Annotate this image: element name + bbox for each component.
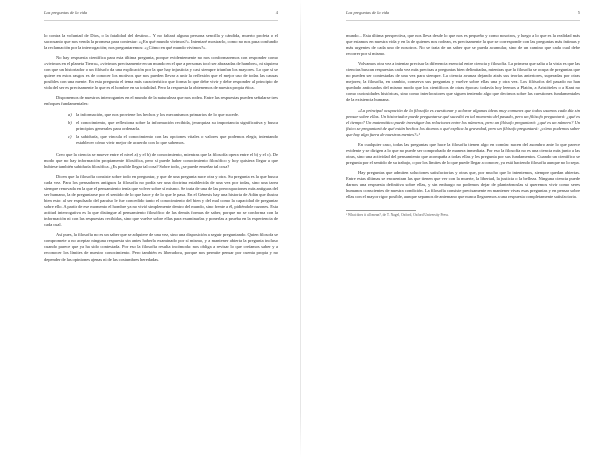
list-item: [68, 134, 278, 146]
running-head-title: Las preguntas de la vida: [346, 10, 390, 15]
body-paragraph: No hay respuesta científica para esta última pregunta, porque evidentemente no nos conformaremos con responder como «vivimos en el planeta Tierra», «vivimos precisamente en un mundo en el que a personas tocó ser abrazadas de hambre», ni siquiera con que un historiador o un filósofo da una explicación por la que hay injusticia y casi siempre triunfan los mayores. Lo que sí se quiere en estos rasgos es de conocer los motivos que nos pueden llevar a unir la reflexión que el mejor uso de todas las causas posibles con una mente. En esta pregunta el tema más característico que forma lo que debe vivir y debe responder al principio de vida del ser es precisamente lo que es el hombre en su totalidad. Pero la respuesta la obtenemos de nuestra propia ética.: [44, 55, 278, 91]
footnote-rule: [346, 210, 416, 211]
list-item: [68, 112, 278, 118]
running-head-left: [44, 10, 278, 21]
running-head-title: Las preguntas de la vida: [44, 10, 88, 15]
body-paragraph: lo contra la voluntad de Dios, o la fatalidad del destino... Y no faltará alguna persona sencilla y cándida, muerto profeta o el sacrosanto que nos venda la promesa para contestar: «¿En qué mundo vivimos?». Intentaré mostrarlo, como no nos pasa confundir la reclamación por la interrogación; nos preguntaremos: «¿Cómo en qué mundo vivimos?».: [44, 33, 278, 51]
right-page: [300, 0, 600, 458]
body-paragraph: Disponemos de nuestros interrogantes en el mundo de la naturaleza que nos rodea. Entre las respuestas pueden señalarse tres enfoques fundamentales:: [44, 95, 278, 107]
body-paragraph: Hay preguntas que admiten soluciones satisfactorias y otras que, por mucho que lo intentemos, siempre quedan abiertas. Entre estas últimas se encuentran las que tienen que ver con la muerte, la libertad, la justicia o la belleza. Ninguna ciencia puede darnos una respuesta definitiva sobre ellas, y sin embargo no podemos dejar de planteárnoslas si queremos vivir como seres humanos conscientes de nuestra condición. La filosofía consiste precisamente en mantener vivas esas preguntas y en pensar sobre ellas con el mayor rigor posible, aunque sepamos de antemano que nunca llegaremos a una respuesta completamente satisfactoria.: [346, 169, 580, 200]
page-number: 4: [275, 10, 278, 15]
page-number: 5: [577, 10, 580, 15]
body-paragraph: Creo que la ciencia se mueve entre el nivel a) y el b) de conocimiento, mientras que la filosofía opera entre el b) y el c). De modo que no hay información propiamente filosófica, pero sí puede haber conocimiento filosófico y hoy quisiera llegar a que hubiese también sabiduría filosófica. ¿Es posible llegar tal cosa? Sobre todo, ¿se puede enseñar tal cosa?: [44, 151, 278, 169]
body-paragraph: Volvamos otra vez a intentar precisar la diferencia esencial entre ciencia y filosofía. La primera que salta a la vista es que las ciencias buscan respuestas cada vez más precisas a preguntas bien delimitadas, mientras que la filosofía se ocupa de preguntas que no pueden ser contestadas de una vez para siempre. La ciencia avanza dejando atrás sus teorías anteriores, superadas por otras mejores; la filosofía, en cambio, conserva sus preguntas y vuelve sobre ellas una y otra vez. Los filósofos del pasado no han quedado anticuados del mismo modo que los científicos de otras épocas: todavía hoy leemos a Platón, a Aristóteles o a Kant no como curiosidades históricas, sino como interlocutores que siguen teniendo algo que decirnos sobre las cuestiones fundamentales de la existencia humana.: [346, 61, 580, 103]
running-head-right: [346, 10, 580, 21]
footnote: ¹ What does it all mean?, de T. Nagel, Oxford, Oxford University Press.: [346, 213, 449, 218]
list-item-text: la sabiduría, que vincula el conocimiento con las opciones vitales o valores que podemos elegir, intentando establecer cómo vivir mejor de acuerdo con lo que sabemos.: [76, 133, 278, 145]
list-item-text: la información, que nos proviene los hechos y los mecanismos primarios de lo que sucede.: [76, 111, 239, 117]
block-quote: «La principal ocupación de la filosofía es cuestionar y aclarar algunas ideas muy comunes que todos usamos cada día sin pensar sobre ellas. Un historiador puede preguntarse qué sucedió en tal momento del pasado, pero un filósofo preguntará: ¿qué es el tiempo? Un matemático puede investigar las relaciones entre los números, pero un filósofo preguntará: ¿qué es un número? Un físico se preguntará de qué están hechos los átomos o qué explica la gravedad, pero un filósofo preguntará: ¿cómo podemos saber que hay algo fuera de nuestras mentes?»¹: [346, 107, 580, 137]
body-paragraph: Dicen que la filosofía consiste sobre todo en preguntar, y que de una pregunta nace otra y otra. Su pregunta es la que busca cada vez. Para los pensadores antiguos la filosofía no podía ser una doctrina establecida de una vez por todas, sino una tarea siempre renovada en la que el pensamiento tenía que volver sobre sí mismo. Se trata de una de las preocupaciones más antiguas del ser humano, la de preguntarse por el sentido de lo que hace y de lo que le pasa. En el Génesis hay una historia de Adán que ilustra bien esto: al ser expulsado del paraíso le fue concedido tanto el conocimiento del bien y del mal como la capacidad de preguntar sobre ello. A partir de ese momento el hombre ya no vivió simplemente dentro del mundo, sino frente a él, pidiéndole razones. Esta actitud interrogativa es la que distingue al pensamiento filosófico de las demás formas de saber, porque no se conforma con la información ni con las respuestas recibidas, sino que vuelve sobre ellas para examinarlas y ponerlas a prueba en la experiencia de cada cual.: [44, 173, 278, 228]
body-paragraph: Así pues, la filosofía no es un saber que se adquiere de una vez, sino una disposición a seguir preguntando. Quien filosofa se compromete a no aceptar ninguna respuesta sin antes haberla examinado por sí mismo, y a mantener abierta la pregunta incluso cuando parece que ya ha sido contestada. Por eso la filosofía resulta incómoda: nos obliga a revisar lo que creíamos saber y a reconocer los límites de nuestro conocimiento. Pero también es liberadora, porque nos permite pensar por cuenta propia y no depender de las opiniones ajenas ni de las costumbres heredadas.: [44, 232, 278, 262]
list-item-text: el conocimiento, que reflexiona sobre la información recibida, jerarquiza su importancia significativa y busca principios generales para ordenarla.: [76, 119, 278, 131]
body-paragraph: mundo... Esta última perspectiva, que nos lleva desde lo que nos es pequeño y como nosotros, y luego a lo que es la realidad más que estamos en nuestra vida y en la de quienes nos rodean, es precisamente la que se corresponde con las preguntas más íntimas y más urgentes de cada uno de nosotros. No se trata de un saber que se pueda acumular, sino de un camino que cada cual debe recorrer por sí mismo.: [346, 33, 580, 57]
body-paragraph: En cualquier caso, todas las preguntas que hace la filosofía tienen algo en común: nacen del asombro ante lo que parece evidente y se dirigen a lo que no puede ser comprobado de manera inmediata. Por eso la filosofía no es una ciencia más junto a las otras, sino una actividad del pensamiento que acompaña a todas ellas y les pregunta por sus fundamentos. Cuando un científico se pregunta por el sentido de su trabajo, o por los límites de lo que puede llegar a conocer, ya está haciendo filosofía aunque no lo sepa.: [346, 141, 580, 165]
list-marker: c): [68, 133, 72, 139]
list-marker: b): [68, 119, 72, 125]
list-item: [68, 120, 278, 132]
list-marker: a): [68, 111, 72, 117]
enumerated-list: [44, 112, 278, 146]
